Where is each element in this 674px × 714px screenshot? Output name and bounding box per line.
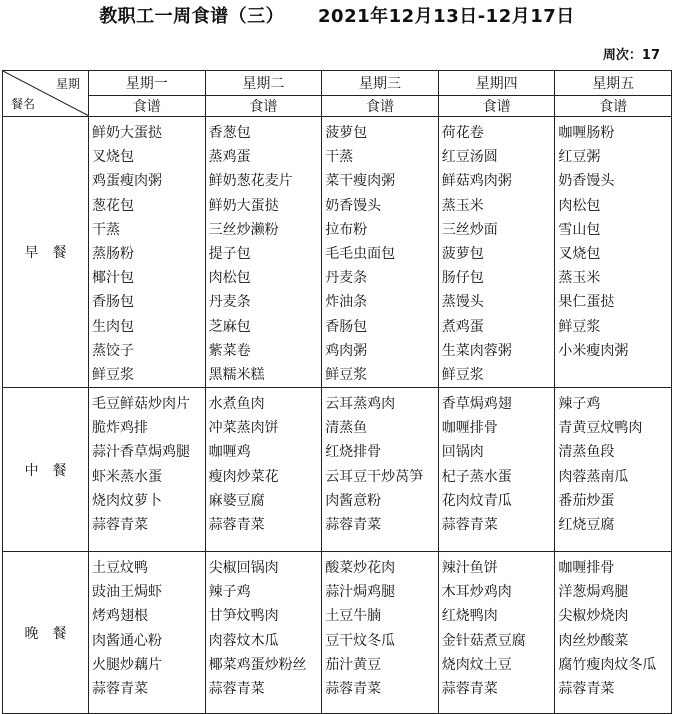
menu-item: 鲜豆浆 bbox=[441, 366, 484, 383]
menu-item: 叉烧包 bbox=[92, 149, 134, 166]
menu-subheader: 食谱 bbox=[205, 96, 322, 117]
menu-item: 蒜汁焗鸡腿 bbox=[325, 584, 396, 601]
menu-item: 蒜蓉青菜 bbox=[208, 517, 265, 533]
day-header-fri: 星期五 bbox=[555, 71, 672, 96]
menu-item: 提子包 bbox=[208, 245, 251, 262]
menu-item: 香草焗鸡翅 bbox=[441, 396, 512, 413]
menu-item: 木耳炒鸡肉 bbox=[441, 584, 512, 601]
menu-item: 肉蓉蒸南瓜 bbox=[558, 468, 629, 485]
menu-item: 叉烧包 bbox=[558, 245, 601, 262]
menu-item: 丹麦条 bbox=[325, 270, 368, 287]
menu-cell bbox=[89, 388, 206, 552]
menu-item: 咖喱排骨 bbox=[558, 560, 615, 577]
menu-item: 辣汁鱼饼 bbox=[441, 560, 498, 577]
menu-cell bbox=[438, 552, 555, 714]
menu-cell bbox=[89, 552, 206, 714]
week-number-label: 周次：17 bbox=[602, 48, 660, 63]
menu-item: 菠萝包 bbox=[441, 245, 484, 262]
menu-item: 瘦肉炒菜花 bbox=[208, 468, 279, 485]
meal-label-lunch: 中餐 bbox=[3, 388, 89, 552]
menu-item: 鲜奶大蛋挞 bbox=[208, 197, 279, 214]
menu-item: 番茄炒蛋 bbox=[558, 492, 615, 509]
menu-item: 毛豆鲜菇炒肉片 bbox=[92, 396, 190, 413]
menu-item: 烤鸡翅根 bbox=[92, 608, 148, 625]
menu-item: 蒜蓉青菜 bbox=[325, 517, 382, 533]
menu-item: 葱花包 bbox=[92, 197, 134, 214]
header-row-days bbox=[3, 71, 672, 96]
menu-item: 红烧豆腐 bbox=[558, 517, 615, 533]
menu-item: 毛毛虫面包 bbox=[325, 245, 396, 262]
menu-item: 拉布粉 bbox=[325, 221, 368, 238]
menu-item: 红烧排骨 bbox=[325, 444, 382, 461]
menu-item: 鸡蛋瘦肉粥 bbox=[92, 173, 162, 190]
menu-item: 奶香馒头 bbox=[558, 173, 615, 190]
menu-item: 冲菜蒸肉饼 bbox=[208, 420, 279, 437]
menu-item: 金针菇煮豆腐 bbox=[441, 632, 526, 649]
menu-item: 鲜豆浆 bbox=[325, 366, 368, 383]
menu-item: 奶香馒头 bbox=[325, 197, 382, 214]
menu-item: 杞子蒸水蛋 bbox=[441, 468, 512, 485]
menu-item: 鲜奶葱花麦片 bbox=[208, 173, 293, 190]
menu-item: 蒜蓉青菜 bbox=[558, 681, 615, 697]
menu-item: 咖喱肠粉 bbox=[558, 125, 615, 141]
menu-item: 生肉包 bbox=[92, 318, 134, 335]
meal-row-lunch bbox=[3, 388, 672, 552]
menu-cell bbox=[555, 388, 672, 552]
menu-item: 煮鸡蛋 bbox=[441, 318, 484, 335]
menu-subheader: 食谱 bbox=[89, 96, 206, 117]
menu-item: 干蒸 bbox=[325, 149, 354, 166]
menu-item: 蒜蓉青菜 bbox=[208, 681, 265, 697]
menu-item: 肉松包 bbox=[558, 197, 601, 214]
menu-item: 尖椒炒烧肉 bbox=[558, 608, 629, 625]
menu-item: 蒜蓉青菜 bbox=[441, 517, 498, 533]
menu-cell bbox=[555, 552, 672, 714]
menu-item: 茄汁黄豆 bbox=[325, 656, 382, 673]
menu-item: 甘笋炆鸭肉 bbox=[208, 608, 279, 625]
menu-item: 虾米蒸水蛋 bbox=[92, 468, 162, 485]
menu-item: 酸菜炒花肉 bbox=[325, 560, 396, 577]
menu-item: 蒜蓉青菜 bbox=[92, 681, 148, 697]
menu-item: 三丝炒濑粉 bbox=[208, 221, 279, 238]
menu-item: 紫菜卷 bbox=[208, 342, 251, 359]
menu-item: 回锅肉 bbox=[441, 444, 484, 461]
menu-cell bbox=[205, 552, 322, 714]
menu-item: 青黄豆炆鸭肉 bbox=[558, 420, 643, 437]
menu-item: 咖喱鸡 bbox=[208, 444, 251, 461]
menu-subheader: 食谱 bbox=[322, 96, 439, 117]
menu-item: 果仁蛋挞 bbox=[558, 294, 615, 311]
menu-item: 黑糯米糕 bbox=[208, 366, 265, 383]
menu-item: 肉松包 bbox=[208, 270, 251, 287]
menu-item: 花肉炆青瓜 bbox=[441, 492, 512, 509]
menu-item: 肉蓉炆木瓜 bbox=[208, 632, 279, 649]
menu-item: 咖喱排骨 bbox=[441, 420, 498, 437]
meal-label-breakfast: 早餐 bbox=[3, 117, 89, 388]
menu-item: 水煮鱼肉 bbox=[208, 396, 265, 413]
corner-header-cell bbox=[3, 71, 89, 117]
menu-item: 小米瘦肉粥 bbox=[558, 342, 629, 359]
menu-item: 蒸馒头 bbox=[441, 294, 484, 311]
menu-item: 鲜豆浆 bbox=[92, 366, 134, 383]
page-title: 教职工一周食谱（三） 2021年12月13日-12月17日 bbox=[99, 6, 575, 27]
weekly-menu-table bbox=[2, 70, 672, 714]
menu-item: 三丝炒面 bbox=[441, 221, 498, 238]
menu-item: 蒜蓉青菜 bbox=[441, 681, 498, 697]
day-header-thu: 星期四 bbox=[438, 71, 555, 96]
menu-item: 蒜蓉青菜 bbox=[325, 681, 382, 697]
menu-cell bbox=[205, 388, 322, 552]
menu-item: 蒸饺子 bbox=[92, 342, 134, 359]
day-header-mon: 星期一 bbox=[89, 71, 206, 96]
menu-item: 洋葱焗鸡腿 bbox=[558, 584, 629, 601]
menu-cell bbox=[322, 388, 439, 552]
menu-item: 土豆炆鸭 bbox=[92, 560, 148, 577]
menu-item: 蒸玉米 bbox=[558, 270, 601, 287]
menu-item: 云耳豆干炒莴笋 bbox=[325, 468, 424, 485]
menu-item: 椰汁包 bbox=[92, 270, 134, 287]
menu-item: 麻婆豆腐 bbox=[208, 492, 265, 509]
menu-cell bbox=[322, 552, 439, 714]
menu-cell bbox=[89, 117, 206, 388]
menu-item: 干蒸 bbox=[92, 221, 120, 238]
menu-item: 蒜蓉青菜 bbox=[92, 517, 148, 533]
menu-item: 菜干瘦肉粥 bbox=[325, 173, 396, 190]
menu-item: 辣子鸡 bbox=[558, 396, 601, 413]
meal-row-dinner bbox=[3, 552, 672, 714]
menu-item: 红豆汤圆 bbox=[441, 149, 498, 166]
menu-item: 生菜肉蓉粥 bbox=[441, 342, 512, 359]
menu-item: 鲜菇鸡肉粥 bbox=[441, 173, 512, 190]
menu-item: 荷花卷 bbox=[441, 125, 484, 141]
menu-item: 豉油王焗虾 bbox=[92, 584, 162, 601]
menu-item: 土豆牛腩 bbox=[325, 608, 382, 625]
menu-item: 红豆粥 bbox=[558, 149, 601, 166]
day-header-tue: 星期二 bbox=[205, 71, 322, 96]
menu-item: 蒸玉米 bbox=[441, 197, 484, 214]
menu-item: 尖椒回锅肉 bbox=[208, 560, 279, 577]
menu-item: 椰菜鸡蛋炒粉丝 bbox=[208, 656, 307, 673]
menu-item: 辣子鸡 bbox=[208, 584, 251, 601]
menu-item: 芝麻包 bbox=[208, 318, 251, 335]
menu-item: 脆炸鸡排 bbox=[92, 420, 148, 437]
menu-subheader: 食谱 bbox=[438, 96, 555, 117]
menu-item: 蒜汁香草焗鸡腿 bbox=[92, 444, 190, 461]
menu-item: 云耳蒸鸡肉 bbox=[325, 396, 396, 413]
header-row-menu bbox=[3, 96, 672, 117]
menu-item: 豆干炆冬瓜 bbox=[325, 632, 396, 649]
menu-item: 香肠包 bbox=[325, 318, 368, 335]
menu-cell bbox=[555, 117, 672, 388]
menu-item: 肉丝炒酸菜 bbox=[558, 632, 629, 649]
menu-cell bbox=[438, 117, 555, 388]
menu-item: 丹麦条 bbox=[208, 294, 251, 311]
menu-cell bbox=[322, 117, 439, 388]
day-header-wed: 星期三 bbox=[322, 71, 439, 96]
menu-cell bbox=[205, 117, 322, 388]
menu-item: 火腿炒藕片 bbox=[92, 656, 162, 673]
menu-item: 肉酱意粉 bbox=[325, 492, 382, 509]
menu-item: 鲜奶大蛋挞 bbox=[92, 125, 162, 141]
menu-item: 腐竹瘦肉炆冬瓜 bbox=[558, 656, 657, 673]
menu-item: 烧肉炆土豆 bbox=[441, 656, 512, 673]
meal-label-dinner: 晚餐 bbox=[3, 552, 89, 714]
menu-item: 雪山包 bbox=[558, 221, 601, 238]
menu-item: 蒸鸡蛋 bbox=[208, 149, 251, 166]
menu-item: 红烧鸭肉 bbox=[441, 608, 498, 625]
menu-item: 烧肉炆萝卜 bbox=[92, 492, 162, 509]
menu-cell bbox=[438, 388, 555, 552]
corner-weekday-label: 星期 bbox=[55, 77, 80, 91]
menu-item: 清蒸鱼段 bbox=[558, 444, 615, 461]
menu-item: 肠仔包 bbox=[441, 270, 484, 287]
menu-subheader: 食谱 bbox=[555, 96, 672, 117]
menu-item: 炸油条 bbox=[325, 294, 368, 311]
meal-row-breakfast bbox=[3, 117, 672, 388]
menu-item: 鸡肉粥 bbox=[325, 342, 368, 359]
menu-item: 鲜豆浆 bbox=[558, 318, 601, 335]
menu-item: 清蒸鱼 bbox=[325, 420, 368, 437]
menu-item: 肉酱通心粉 bbox=[92, 632, 162, 649]
menu-item: 菠萝包 bbox=[325, 125, 368, 141]
corner-meal-label: 餐名 bbox=[11, 97, 36, 111]
menu-item: 香肠包 bbox=[92, 294, 134, 311]
menu-item: 香葱包 bbox=[208, 125, 251, 141]
menu-item: 蒸肠粉 bbox=[92, 245, 134, 262]
